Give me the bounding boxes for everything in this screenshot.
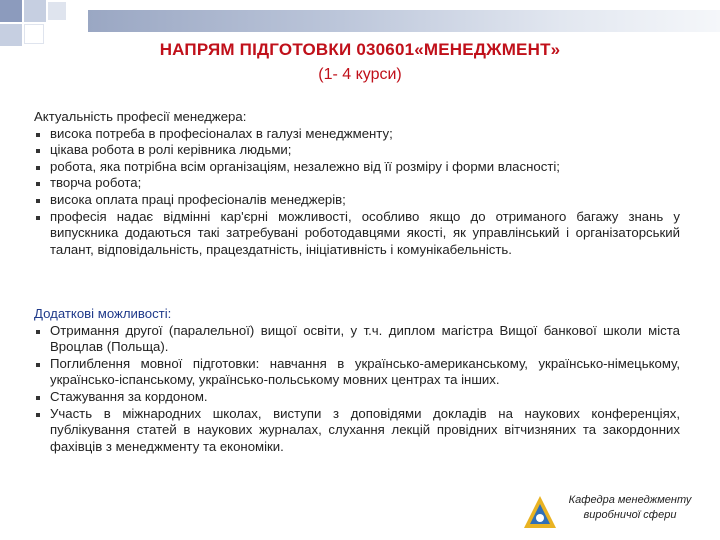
slide-subtitle: (1- 4 курси) bbox=[318, 66, 402, 83]
section-relevance bbox=[34, 109, 680, 258]
caption-line: виробничої сфери bbox=[583, 509, 677, 521]
decor-square bbox=[24, 0, 46, 22]
slide-title: НАПРЯМ ПІДГОТОВКИ 030601«МЕНЕДЖМЕНТ» bbox=[159, 40, 561, 59]
list-item: цікава робота в ролі керівника людьми; bbox=[34, 142, 680, 159]
bullet-list bbox=[34, 323, 680, 456]
section-opportunities bbox=[34, 306, 680, 455]
department-logo-icon bbox=[522, 494, 558, 530]
bullet-list bbox=[34, 126, 680, 259]
list-item: Стажування за кордоном. bbox=[34, 389, 680, 406]
department-caption bbox=[560, 493, 700, 523]
section-heading: Актуальність професії менеджера: bbox=[34, 109, 247, 124]
list-item: висока потреба в професіоналах в галузі менеджменту; bbox=[34, 126, 680, 143]
list-item: висока оплата праці професіоналів менеджерів; bbox=[34, 192, 680, 209]
caption-line: Кафедра менеджменту bbox=[568, 494, 692, 506]
list-item: професія надає відмінні кар'єрні можливості, особливо якщо до отриманого багажу знань у випускника додаються такі затребувані роботодавцями якості, як управлінський і організаторський талант, відповідальність, працездатність, ініціативність і комунікабельність. bbox=[34, 209, 680, 259]
list-item: Участь в міжнародних школах, виступи з доповідями докладів на наукових конференціях, публікування статей в наукових журналах, слухання лекцій провідних вітчизняних та закордонних фахівців з менеджменту та економіки. bbox=[34, 406, 680, 456]
list-item: робота, яка потрібна всім організаціям, незалежно від її розміру і форми власності; bbox=[34, 159, 680, 176]
decor-square bbox=[48, 2, 66, 20]
section-heading: Додаткові можливості: bbox=[34, 306, 172, 321]
header-band bbox=[88, 10, 720, 32]
list-item: творча робота; bbox=[34, 175, 680, 192]
decor-square bbox=[0, 0, 22, 22]
list-item: Поглиблення мовної підготовки: навчання в українсько-американському, українсько-німецькому, українсько-іспанському, українсько-польському мовних центрах та інших. bbox=[34, 356, 680, 389]
list-item: Отримання другої (паралельної) вищої освіти, у т.ч. диплом магістра Вищої банкової школи міста Вроцлав (Польща). bbox=[34, 323, 680, 356]
